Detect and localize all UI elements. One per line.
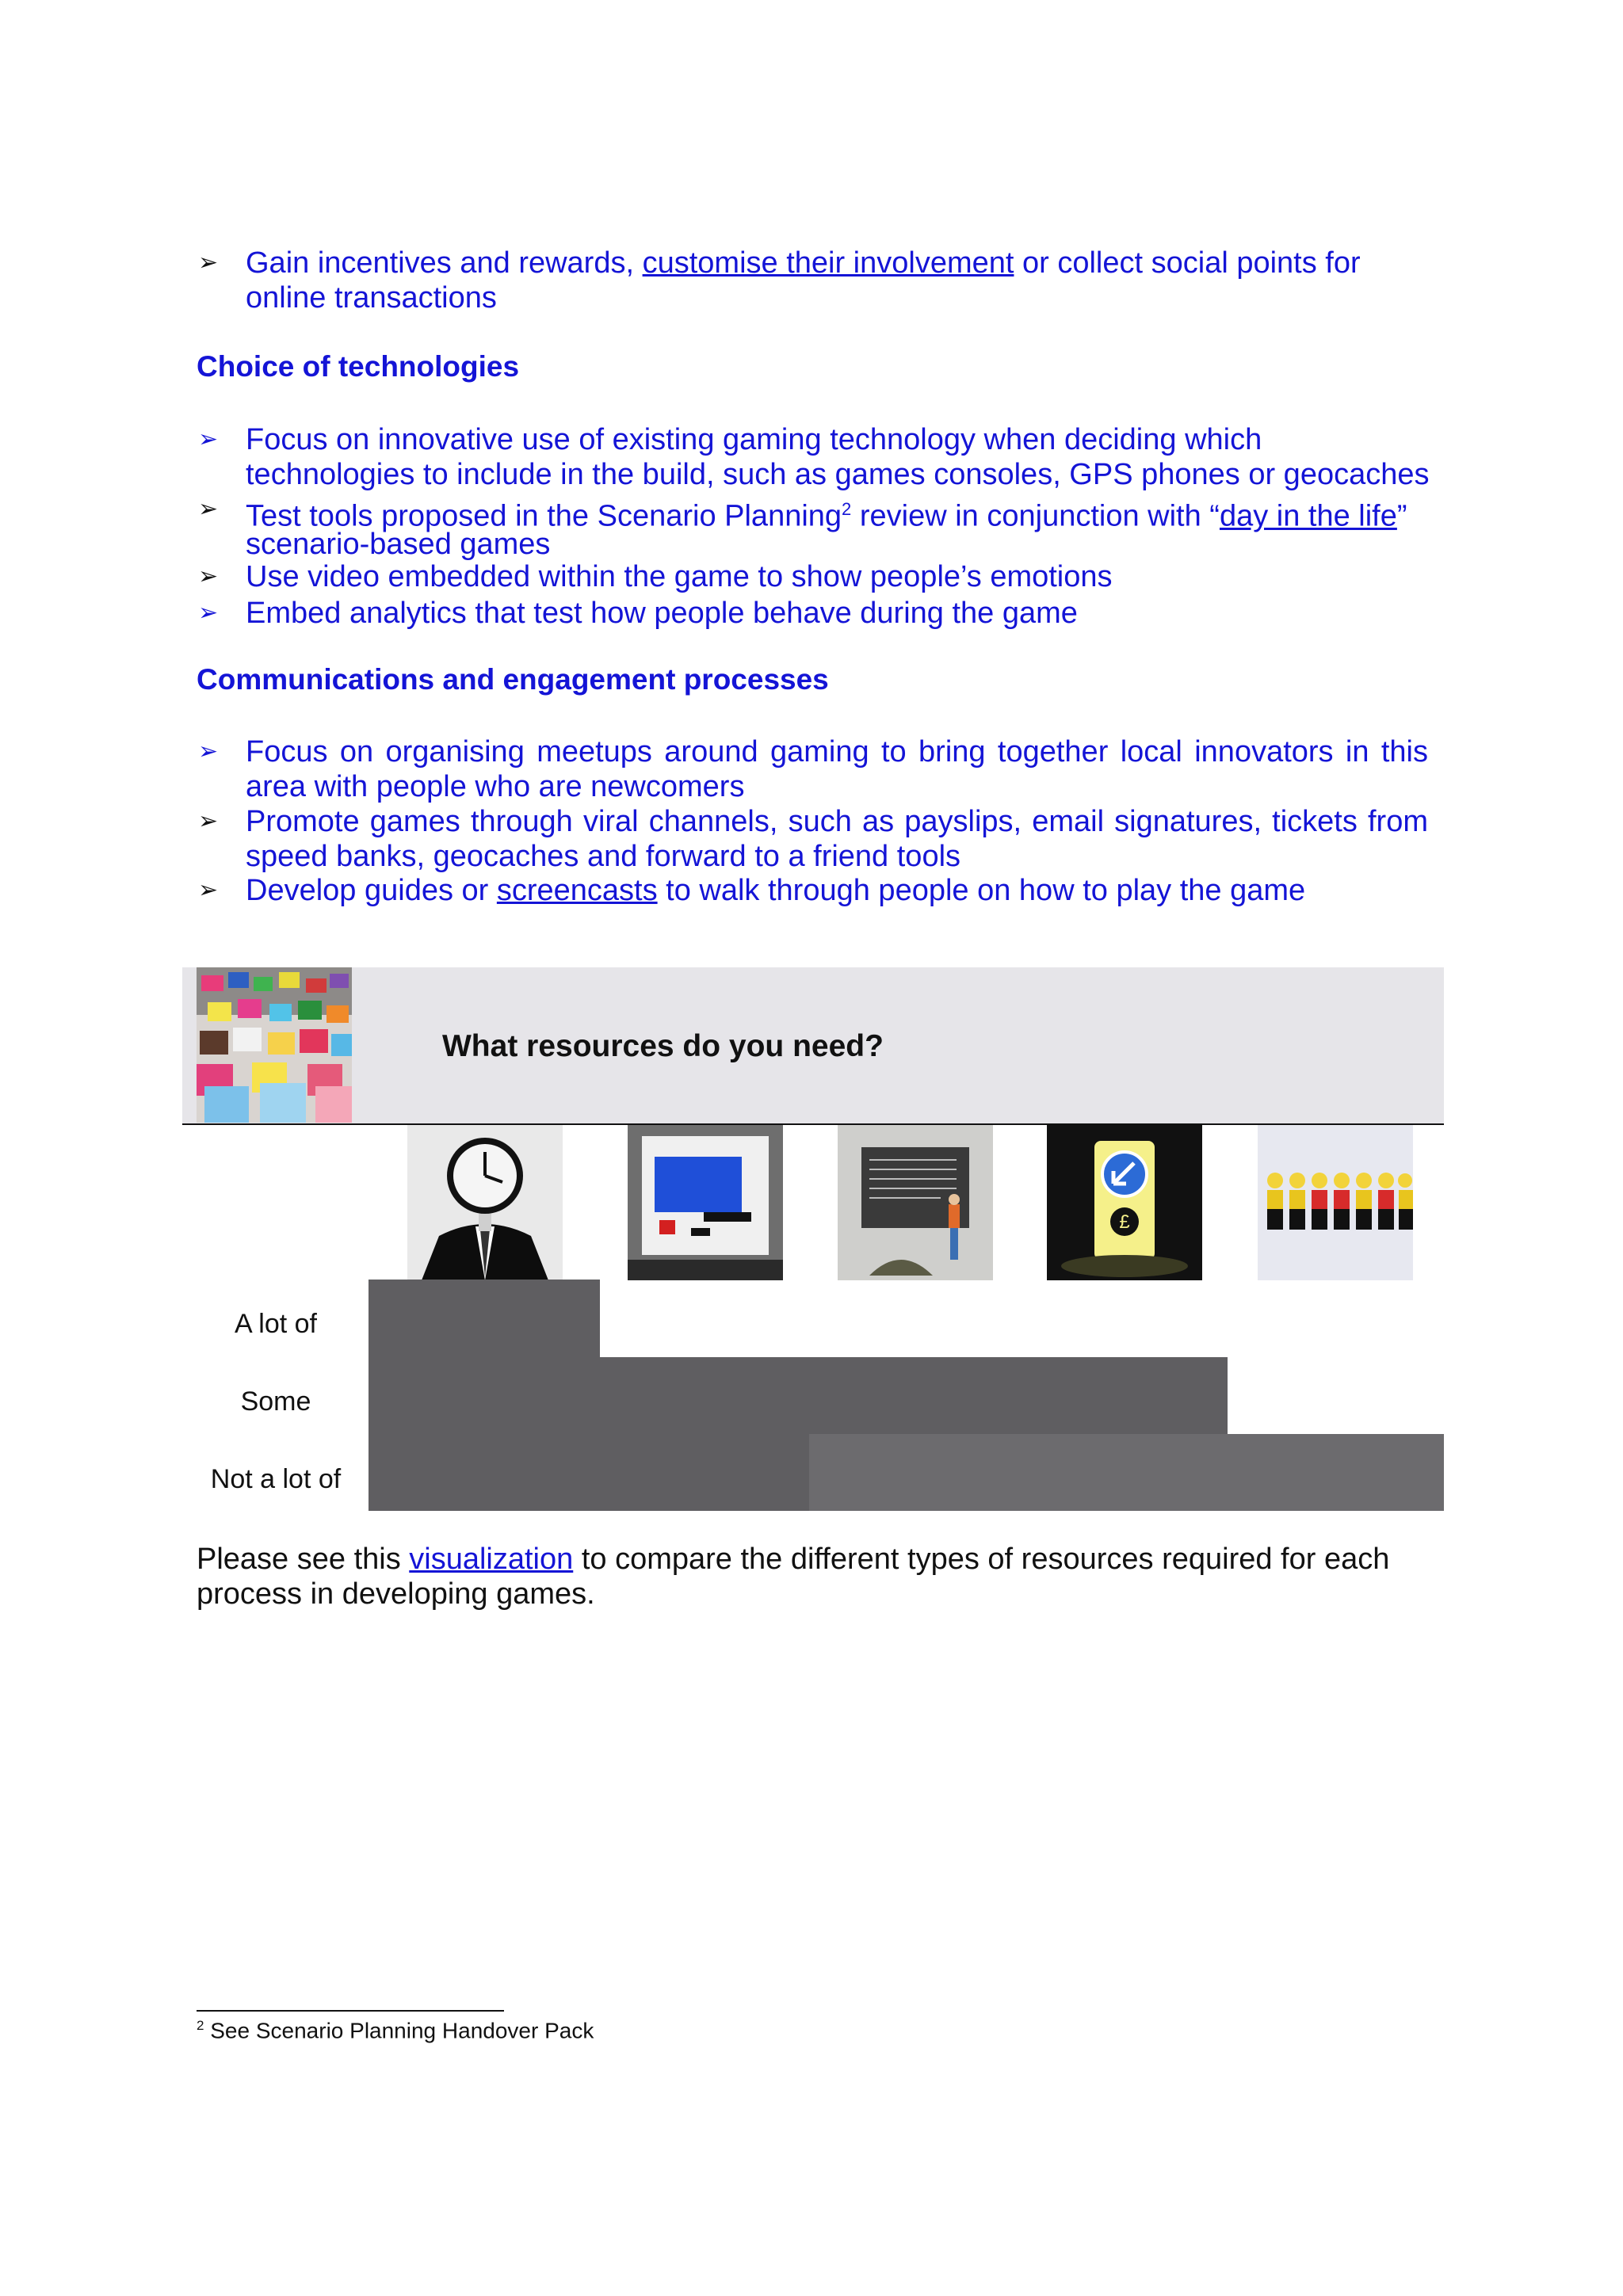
clock-head-person-image xyxy=(407,1125,563,1280)
row-label-a-lot-of: A lot of xyxy=(235,1309,317,1339)
visualization-link[interactable]: visualization xyxy=(409,1543,574,1576)
technologies-heading: Choice of technologies xyxy=(197,350,520,383)
footnote-number: 2 xyxy=(197,2018,204,2033)
bar-lego-figures-lower-fill xyxy=(809,1434,1228,1511)
bullet-arrow-icon: ➢ xyxy=(198,808,219,834)
closing-line2: process in developing games. xyxy=(197,1577,595,1611)
footnote: $^2$ See Scenario Planning Handover Pack xyxy=(197,2018,594,2043)
row-label-some: Some xyxy=(240,1386,311,1417)
tech-bullet-2-line2: scenario-based games xyxy=(246,528,551,561)
bullet-arrow-icon: ➢ xyxy=(198,877,219,903)
resources-header xyxy=(182,967,1444,1125)
comms-bullet-3: Develop guides or screencasts to walk through people on how to play the game xyxy=(246,874,1306,907)
incentives-bullet-line2: online transactions xyxy=(246,281,497,315)
communications-heading: Communications and engagement processes xyxy=(197,663,829,696)
screencasts-link[interactable]: screencasts xyxy=(496,874,658,907)
bullet-arrow-icon: ➢ xyxy=(198,563,219,589)
comms-bullet-2-line1: Promote games through viral channels, such as payslips, email signatures, tickets from xyxy=(246,805,1428,838)
comms-bullet-1-line2: area with people who are newcomers xyxy=(246,770,745,803)
blackboard-figure-image xyxy=(838,1125,993,1280)
comms-bullet-2-line2: speed banks, geocaches and forward to a friend tools xyxy=(246,840,961,873)
closing-line1: Please see this visualization to compare the different types of resources required for each xyxy=(197,1543,1390,1576)
bullet-arrow-icon: ➢ xyxy=(198,426,219,452)
bullet-arrow-icon: ➢ xyxy=(198,250,219,276)
tech-bullet-1-line2: technologies to include in the build, such as games consoles, GPS phones or geocaches xyxy=(246,458,1430,491)
day-in-the-life-link[interactable]: day in the life xyxy=(1219,499,1397,533)
tech-bullet-3: Use video embedded within the game to show people’s emotions xyxy=(246,560,1113,593)
row-label-not-a-lot-of: Not a lot of xyxy=(210,1464,342,1494)
bar-blue-screen-blocks xyxy=(600,1357,809,1511)
pound-sign-bollard-image xyxy=(1047,1125,1202,1280)
customise-involvement-link[interactable]: customise their involvement xyxy=(642,246,1014,280)
footnote-ref: 2 xyxy=(842,499,852,519)
bar-clock-head-person xyxy=(369,1280,600,1511)
coloured-blocks-image xyxy=(197,967,352,1123)
bullet-arrow-icon: ➢ xyxy=(198,496,219,522)
svg-text:£: £ xyxy=(1119,1211,1130,1233)
blue-screen-blocks-image xyxy=(628,1125,783,1280)
lego-figures-image xyxy=(1258,1125,1413,1280)
tech-bullet-4: Embed analytics that test how people behave during the game xyxy=(246,597,1078,630)
bullet-arrow-icon: ➢ xyxy=(198,600,219,626)
footnote-divider xyxy=(197,2010,504,2012)
comms-bullet-1-line1: Focus on organising meetups around gaming to bring together local innovators in this xyxy=(246,735,1428,769)
tech-bullet-2-line1: Test tools proposed in the Scenario Planning$^2$ review in conjunction with “day in the life” xyxy=(246,499,1407,533)
incentives-bullet-line1: Gain incentives and rewards, customise their involvement or collect social points for xyxy=(246,246,1361,280)
resources-title: What resources do you need? xyxy=(442,1029,884,1063)
bullet-arrow-icon: ➢ xyxy=(198,738,219,765)
tech-bullet-1-line1: Focus on innovative use of existing gaming technology when deciding which xyxy=(246,423,1262,456)
bar-lego-figures xyxy=(1228,1434,1444,1511)
